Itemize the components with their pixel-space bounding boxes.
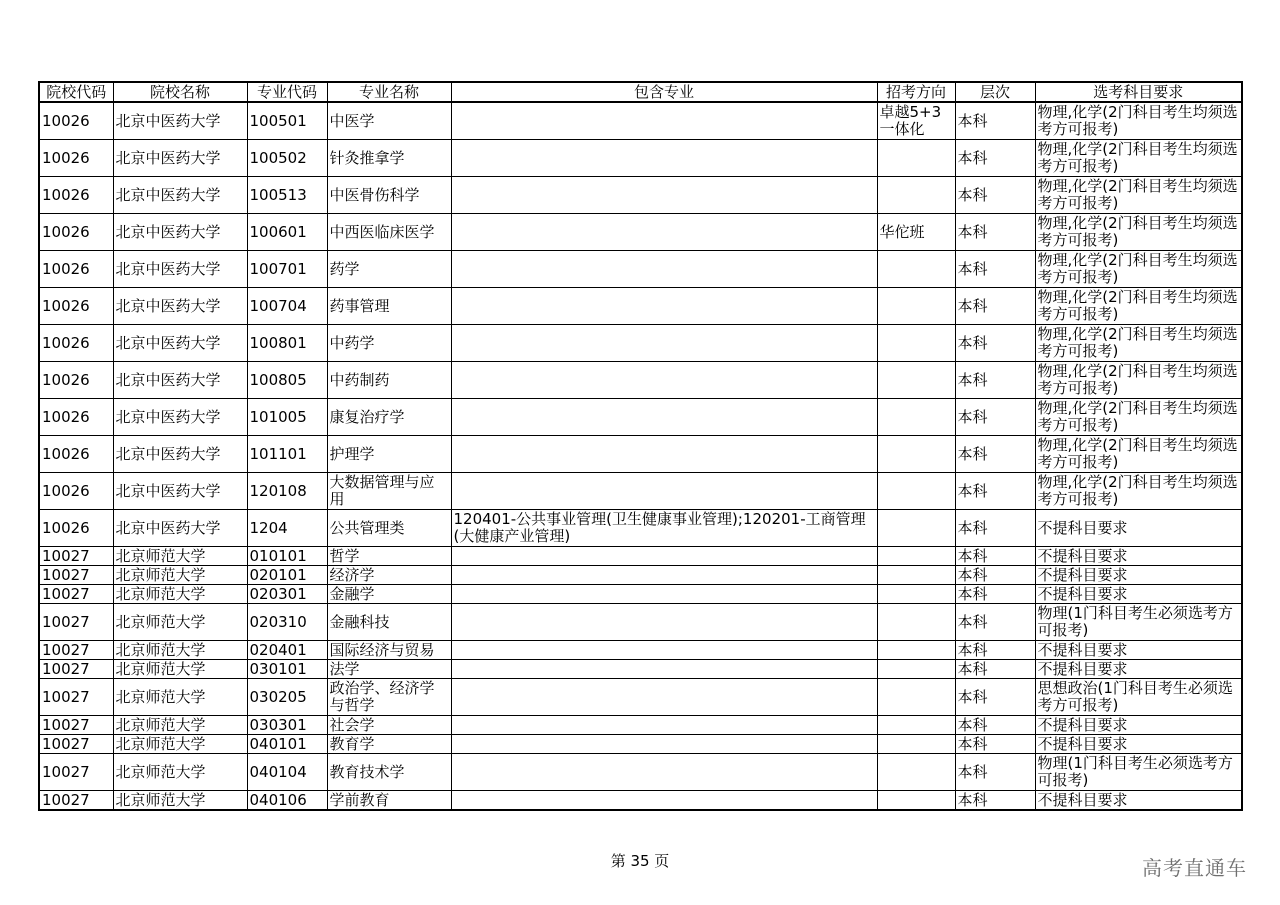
major-code-cell: 030205 xyxy=(247,679,327,716)
school-name-cell: 北京中医药大学 xyxy=(113,177,247,214)
major-name-cell: 公共管理类 xyxy=(327,510,451,547)
table-row xyxy=(39,473,1242,510)
table-row xyxy=(39,716,1242,735)
header-level: 层次 xyxy=(955,82,1035,102)
school-code-cell: 10026 xyxy=(39,362,113,399)
header-subject-requirement: 选考科目要求 xyxy=(1035,82,1242,102)
subject-requirement-cell: 不提科目要求 xyxy=(1035,791,1242,811)
direction-cell xyxy=(877,288,955,325)
major-code-cell: 020301 xyxy=(247,585,327,604)
major-code-cell: 030101 xyxy=(247,660,327,679)
admission-table xyxy=(38,81,1243,811)
subject-requirement-cell: 思想政治(1门科目考生必须选考方可报考) xyxy=(1035,679,1242,716)
direction-cell xyxy=(877,140,955,177)
major-name-cell: 中西医临床医学 xyxy=(327,214,451,251)
school-code-cell: 10027 xyxy=(39,754,113,791)
subject-requirement-cell: 物理,化学(2门科目考生均须选考方可报考) xyxy=(1035,473,1242,510)
school-code-cell: 10026 xyxy=(39,102,113,140)
included-majors-cell xyxy=(451,399,877,436)
major-name-cell: 法学 xyxy=(327,660,451,679)
table-row xyxy=(39,102,1242,140)
school-name-cell: 北京师范大学 xyxy=(113,735,247,754)
school-code-cell: 10027 xyxy=(39,791,113,811)
major-code-cell: 100704 xyxy=(247,288,327,325)
subject-requirement-cell: 物理,化学(2门科目考生均须选考方可报考) xyxy=(1035,140,1242,177)
school-code-cell: 10027 xyxy=(39,566,113,585)
subject-requirement-cell: 不提科目要求 xyxy=(1035,566,1242,585)
table-row xyxy=(39,399,1242,436)
school-name-cell: 北京中医药大学 xyxy=(113,325,247,362)
level-cell: 本科 xyxy=(955,510,1035,547)
school-code-cell: 10027 xyxy=(39,735,113,754)
major-name-cell: 药学 xyxy=(327,251,451,288)
header-school-name: 院校名称 xyxy=(113,82,247,102)
level-cell: 本科 xyxy=(955,436,1035,473)
included-majors-cell xyxy=(451,735,877,754)
table-row xyxy=(39,436,1242,473)
included-majors-cell xyxy=(451,362,877,399)
major-code-cell: 101005 xyxy=(247,399,327,436)
school-code-cell: 10026 xyxy=(39,251,113,288)
school-code-cell: 10026 xyxy=(39,436,113,473)
school-name-cell: 北京师范大学 xyxy=(113,641,247,660)
subject-requirement-cell: 不提科目要求 xyxy=(1035,585,1242,604)
major-code-cell: 020401 xyxy=(247,641,327,660)
school-name-cell: 北京师范大学 xyxy=(113,604,247,641)
major-name-cell: 经济学 xyxy=(327,566,451,585)
included-majors-cell xyxy=(451,436,877,473)
school-name-cell: 北京中医药大学 xyxy=(113,362,247,399)
major-code-cell: 020101 xyxy=(247,566,327,585)
header-included-majors: 包含专业 xyxy=(451,82,877,102)
subject-requirement-cell: 物理,化学(2门科目考生均须选考方可报考) xyxy=(1035,102,1242,140)
header-major-name: 专业名称 xyxy=(327,82,451,102)
level-cell: 本科 xyxy=(955,473,1035,510)
table-row xyxy=(39,325,1242,362)
direction-cell xyxy=(877,735,955,754)
major-name-cell: 康复治疗学 xyxy=(327,399,451,436)
major-code-cell: 100801 xyxy=(247,325,327,362)
included-majors-cell xyxy=(451,660,877,679)
subject-requirement-cell: 物理,化学(2门科目考生均须选考方可报考) xyxy=(1035,436,1242,473)
direction-cell xyxy=(877,436,955,473)
included-majors-cell xyxy=(451,214,877,251)
school-code-cell: 10026 xyxy=(39,399,113,436)
school-name-cell: 北京师范大学 xyxy=(113,585,247,604)
level-cell: 本科 xyxy=(955,288,1035,325)
level-cell: 本科 xyxy=(955,547,1035,566)
level-cell: 本科 xyxy=(955,325,1035,362)
major-name-cell: 针灸推拿学 xyxy=(327,140,451,177)
subject-requirement-cell: 物理(1门科目考生必须选考方可报考) xyxy=(1035,604,1242,641)
included-majors-cell xyxy=(451,679,877,716)
school-code-cell: 10027 xyxy=(39,641,113,660)
school-name-cell: 北京中医药大学 xyxy=(113,399,247,436)
level-cell: 本科 xyxy=(955,641,1035,660)
major-name-cell: 金融科技 xyxy=(327,604,451,641)
subject-requirement-cell: 物理,化学(2门科目考生均须选考方可报考) xyxy=(1035,177,1242,214)
direction-cell xyxy=(877,473,955,510)
subject-requirement-cell: 物理,化学(2门科目考生均须选考方可报考) xyxy=(1035,399,1242,436)
level-cell: 本科 xyxy=(955,566,1035,585)
major-name-cell: 社会学 xyxy=(327,716,451,735)
included-majors-cell xyxy=(451,754,877,791)
direction-cell xyxy=(877,566,955,585)
table-row xyxy=(39,660,1242,679)
direction-cell xyxy=(877,251,955,288)
direction-cell xyxy=(877,604,955,641)
level-cell: 本科 xyxy=(955,251,1035,288)
admission-table-container xyxy=(38,81,1241,811)
school-code-cell: 10026 xyxy=(39,177,113,214)
included-majors-cell xyxy=(451,102,877,140)
level-cell: 本科 xyxy=(955,679,1035,716)
major-name-cell: 学前教育 xyxy=(327,791,451,811)
table-row xyxy=(39,754,1242,791)
level-cell: 本科 xyxy=(955,399,1035,436)
subject-requirement-cell: 不提科目要求 xyxy=(1035,660,1242,679)
school-name-cell: 北京师范大学 xyxy=(113,660,247,679)
direction-cell xyxy=(877,679,955,716)
major-name-cell: 中药学 xyxy=(327,325,451,362)
major-code-cell: 040104 xyxy=(247,754,327,791)
major-name-cell: 教育技术学 xyxy=(327,754,451,791)
major-code-cell: 030301 xyxy=(247,716,327,735)
included-majors-cell xyxy=(451,585,877,604)
school-name-cell: 北京师范大学 xyxy=(113,716,247,735)
included-majors-cell xyxy=(451,140,877,177)
direction-cell xyxy=(877,510,955,547)
major-code-cell: 101101 xyxy=(247,436,327,473)
level-cell: 本科 xyxy=(955,585,1035,604)
school-name-cell: 北京中医药大学 xyxy=(113,288,247,325)
school-name-cell: 北京中医药大学 xyxy=(113,251,247,288)
table-row xyxy=(39,791,1242,811)
school-name-cell: 北京师范大学 xyxy=(113,547,247,566)
major-code-cell: 100501 xyxy=(247,102,327,140)
school-code-cell: 10026 xyxy=(39,214,113,251)
major-name-cell: 中医骨伤科学 xyxy=(327,177,451,214)
school-code-cell: 10027 xyxy=(39,547,113,566)
major-name-cell: 药事管理 xyxy=(327,288,451,325)
school-name-cell: 北京中医药大学 xyxy=(113,102,247,140)
level-cell: 本科 xyxy=(955,754,1035,791)
included-majors-cell xyxy=(451,288,877,325)
school-code-cell: 10026 xyxy=(39,140,113,177)
subject-requirement-cell: 物理,化学(2门科目考生均须选考方可报考) xyxy=(1035,288,1242,325)
subject-requirement-cell: 物理(1门科目考生必须选考方可报考) xyxy=(1035,754,1242,791)
included-majors-cell xyxy=(451,473,877,510)
major-code-cell: 100701 xyxy=(247,251,327,288)
table-body xyxy=(39,102,1242,810)
subject-requirement-cell: 不提科目要求 xyxy=(1035,547,1242,566)
major-code-cell: 100513 xyxy=(247,177,327,214)
level-cell: 本科 xyxy=(955,791,1035,811)
major-code-cell: 020310 xyxy=(247,604,327,641)
included-majors-cell xyxy=(451,604,877,641)
school-code-cell: 10027 xyxy=(39,716,113,735)
header-school-code: 院校代码 xyxy=(39,82,113,102)
major-name-cell: 国际经济与贸易 xyxy=(327,641,451,660)
subject-requirement-cell: 不提科目要求 xyxy=(1035,641,1242,660)
watermark-text: 高考直通车 xyxy=(1142,856,1247,880)
subject-requirement-cell: 物理,化学(2门科目考生均须选考方可报考) xyxy=(1035,325,1242,362)
school-name-cell: 北京中医药大学 xyxy=(113,436,247,473)
level-cell: 本科 xyxy=(955,362,1035,399)
subject-requirement-cell: 物理,化学(2门科目考生均须选考方可报考) xyxy=(1035,251,1242,288)
direction-cell: 卓越5+3一体化 xyxy=(877,102,955,140)
direction-cell xyxy=(877,585,955,604)
included-majors-cell xyxy=(451,325,877,362)
level-cell: 本科 xyxy=(955,716,1035,735)
level-cell: 本科 xyxy=(955,140,1035,177)
direction-cell xyxy=(877,716,955,735)
school-name-cell: 北京师范大学 xyxy=(113,754,247,791)
school-name-cell: 北京中医药大学 xyxy=(113,140,247,177)
table-row xyxy=(39,604,1242,641)
major-name-cell: 中医学 xyxy=(327,102,451,140)
school-name-cell: 北京师范大学 xyxy=(113,791,247,811)
table-row xyxy=(39,585,1242,604)
direction-cell xyxy=(877,547,955,566)
direction-cell xyxy=(877,399,955,436)
level-cell: 本科 xyxy=(955,735,1035,754)
major-code-cell: 040106 xyxy=(247,791,327,811)
major-code-cell: 100502 xyxy=(247,140,327,177)
major-code-cell: 100601 xyxy=(247,214,327,251)
table-row xyxy=(39,362,1242,399)
school-code-cell: 10027 xyxy=(39,660,113,679)
direction-cell xyxy=(877,325,955,362)
included-majors-cell xyxy=(451,641,877,660)
included-majors-cell: 120401-公共事业管理(卫生健康事业管理);120201-工商管理(大健康产业管理) xyxy=(451,510,877,547)
direction-cell xyxy=(877,362,955,399)
major-code-cell: 120108 xyxy=(247,473,327,510)
table-row xyxy=(39,735,1242,754)
level-cell: 本科 xyxy=(955,604,1035,641)
included-majors-cell xyxy=(451,716,877,735)
table-row xyxy=(39,140,1242,177)
major-code-cell: 100805 xyxy=(247,362,327,399)
subject-requirement-cell: 不提科目要求 xyxy=(1035,735,1242,754)
header-direction: 招考方向 xyxy=(877,82,955,102)
school-code-cell: 10027 xyxy=(39,679,113,716)
major-code-cell: 010101 xyxy=(247,547,327,566)
table-row xyxy=(39,288,1242,325)
direction-cell xyxy=(877,791,955,811)
major-name-cell: 教育学 xyxy=(327,735,451,754)
direction-cell: 华佗班 xyxy=(877,214,955,251)
subject-requirement-cell: 不提科目要求 xyxy=(1035,716,1242,735)
level-cell: 本科 xyxy=(955,660,1035,679)
school-name-cell: 北京中医药大学 xyxy=(113,473,247,510)
table-row xyxy=(39,679,1242,716)
direction-cell xyxy=(877,177,955,214)
page-number: 第 35 页 xyxy=(610,852,670,870)
direction-cell xyxy=(877,754,955,791)
major-name-cell: 大数据管理与应用 xyxy=(327,473,451,510)
subject-requirement-cell: 物理,化学(2门科目考生均须选考方可报考) xyxy=(1035,214,1242,251)
table-row xyxy=(39,177,1242,214)
included-majors-cell xyxy=(451,251,877,288)
table-header-row xyxy=(39,82,1242,102)
school-name-cell: 北京师范大学 xyxy=(113,566,247,585)
school-code-cell: 10026 xyxy=(39,288,113,325)
table-row xyxy=(39,214,1242,251)
level-cell: 本科 xyxy=(955,102,1035,140)
subject-requirement-cell: 不提科目要求 xyxy=(1035,510,1242,547)
direction-cell xyxy=(877,660,955,679)
table-row xyxy=(39,547,1242,566)
major-name-cell: 中药制药 xyxy=(327,362,451,399)
major-name-cell: 哲学 xyxy=(327,547,451,566)
table-row xyxy=(39,510,1242,547)
school-name-cell: 北京中医药大学 xyxy=(113,214,247,251)
level-cell: 本科 xyxy=(955,214,1035,251)
school-code-cell: 10026 xyxy=(39,473,113,510)
major-code-cell: 1204 xyxy=(247,510,327,547)
school-name-cell: 北京师范大学 xyxy=(113,679,247,716)
school-name-cell: 北京中医药大学 xyxy=(113,510,247,547)
included-majors-cell xyxy=(451,547,877,566)
header-major-code: 专业代码 xyxy=(247,82,327,102)
major-name-cell: 金融学 xyxy=(327,585,451,604)
included-majors-cell xyxy=(451,791,877,811)
subject-requirement-cell: 物理,化学(2门科目考生均须选考方可报考) xyxy=(1035,362,1242,399)
school-code-cell: 10026 xyxy=(39,510,113,547)
table-row xyxy=(39,566,1242,585)
included-majors-cell xyxy=(451,177,877,214)
major-name-cell: 政治学、经济学与哲学 xyxy=(327,679,451,716)
level-cell: 本科 xyxy=(955,177,1035,214)
major-name-cell: 护理学 xyxy=(327,436,451,473)
school-code-cell: 10027 xyxy=(39,604,113,641)
included-majors-cell xyxy=(451,566,877,585)
table-row xyxy=(39,641,1242,660)
school-code-cell: 10027 xyxy=(39,585,113,604)
school-code-cell: 10026 xyxy=(39,325,113,362)
table-row xyxy=(39,251,1242,288)
major-code-cell: 040101 xyxy=(247,735,327,754)
direction-cell xyxy=(877,641,955,660)
